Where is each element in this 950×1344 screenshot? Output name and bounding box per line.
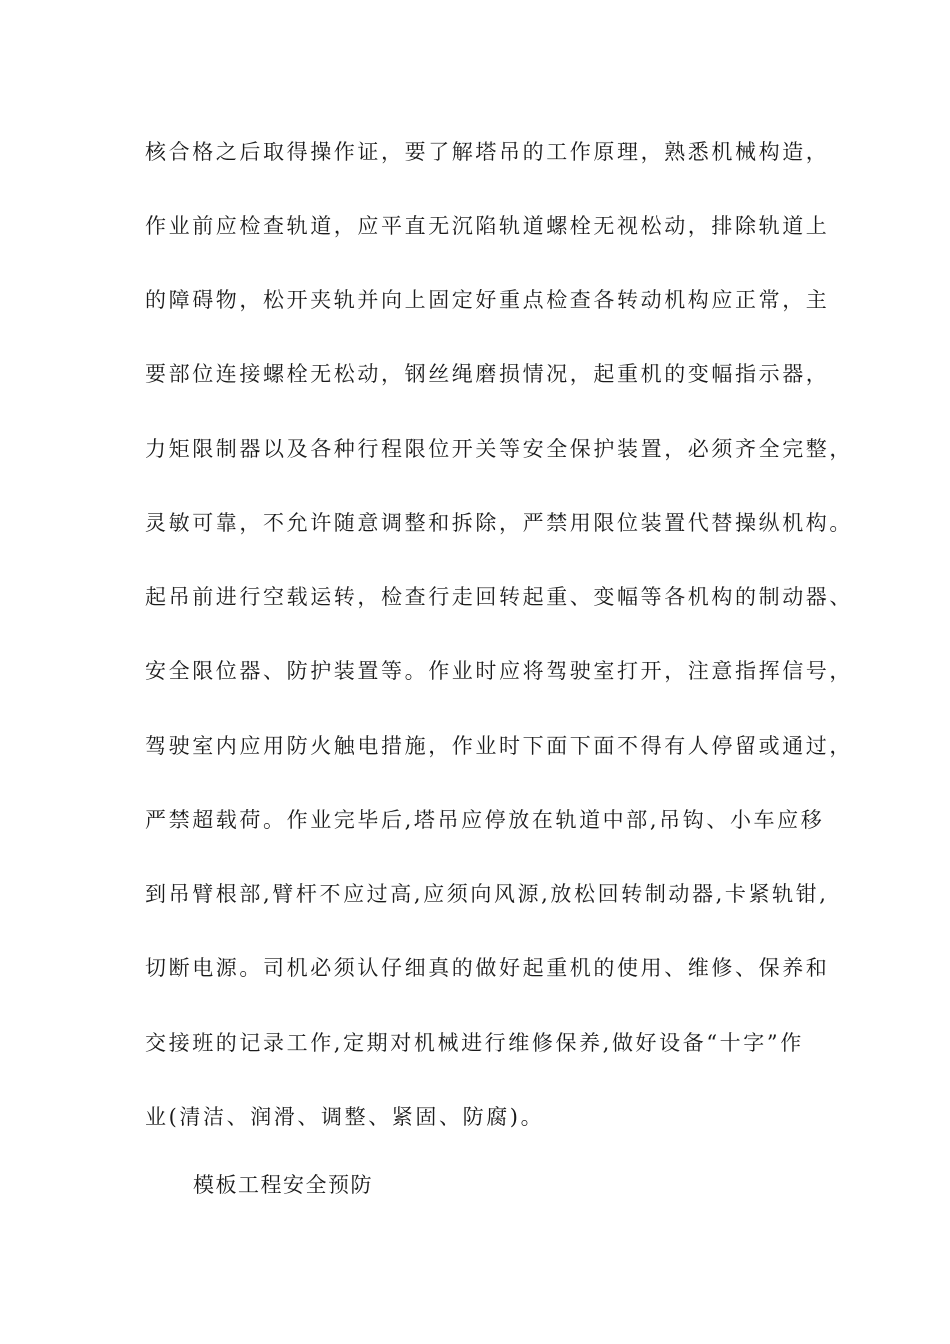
paragraph-line: 严禁超载荷。作业完毕后,塔吊应停放在轨道中部,吊钩、小车应移 (145, 808, 825, 832)
paragraph-line: 切断电源。司机必须认仔细真的做好起重机的使用、维修、保养和 (145, 956, 830, 980)
paragraph-line: 要部位连接螺栓无松动，钢丝绳磨损情况，起重机的变幅指示器， (145, 362, 830, 386)
paragraph-line: 安全限位器、防护装置等。作业时应将驾驶室打开，注意指挥信号， (145, 659, 853, 683)
paragraph-line: 到吊臂根部,臂杆不应过高,应须向风源,放松回转制动器,卡紧轨钳, (145, 882, 829, 906)
paragraph-line: 灵敏可靠，不允许随意调整和拆除，严禁用限位装置代替操纵机构。 (145, 511, 853, 535)
paragraph-line: 力矩限制器以及各种行程限位开关等安全保护装置，必须齐全完整， (145, 437, 853, 461)
paragraph-line: 作业前应检查轨道，应平直无沉陷轨道螺栓无视松动，排除轨道上 (145, 214, 830, 238)
paragraph-line: 交接班的记录工作,定期对机械进行维修保养,做好设备“十字”作 (145, 1031, 804, 1055)
paragraph-line: 核合格之后取得操作证，要了解塔吊的工作原理，熟悉机械构造， (145, 140, 830, 164)
paragraph-line: 的障碍物，松开夹轨并向上固定好重点检查各转动机构应正常，主 (145, 288, 830, 312)
paragraph-line: 业(清洁、润滑、调整、紧固、防腐)。 (145, 1105, 545, 1129)
paragraph-line: 驾驶室内应用防火触电措施，作业时下面下面不得有人停留或通过， (145, 734, 853, 758)
section-heading: 模板工程安全预防 (193, 1173, 373, 1197)
paragraph-line: 起吊前进行空载运转，检查行走回转起重、变幅等各机构的制动器、 (145, 585, 853, 609)
